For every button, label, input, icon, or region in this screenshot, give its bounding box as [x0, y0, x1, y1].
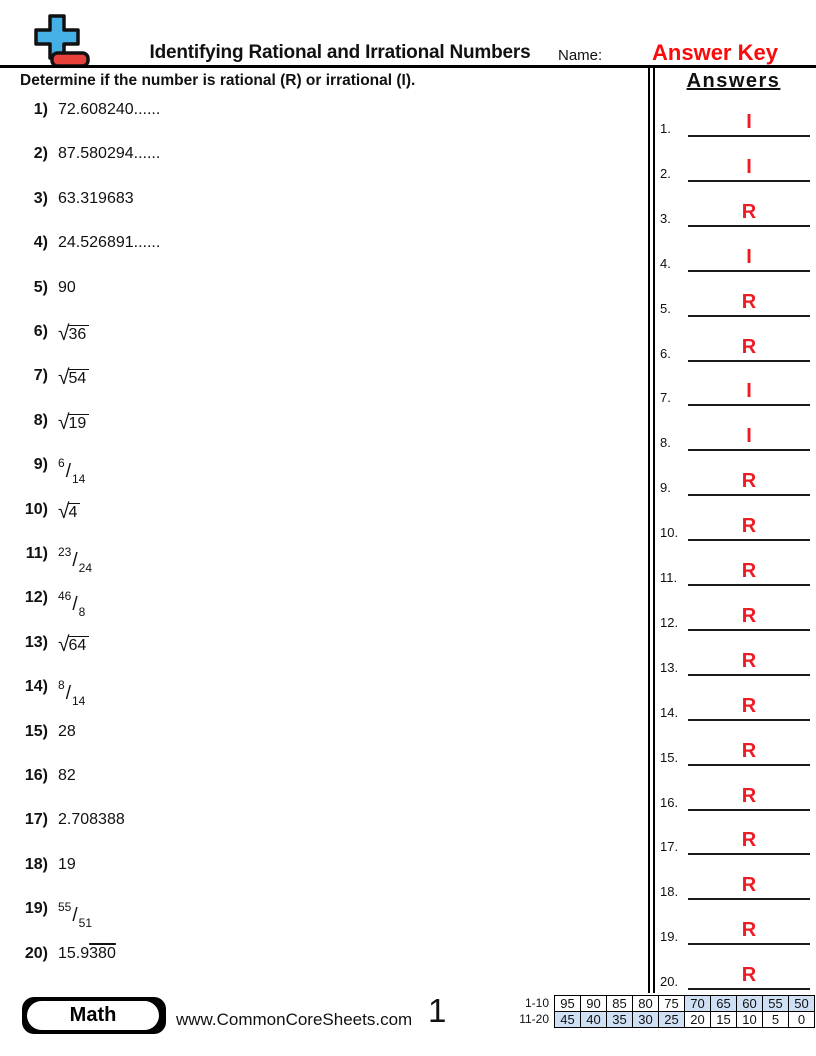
grading-cell: 35 [607, 1012, 633, 1028]
grading-cell: 20 [685, 1012, 711, 1028]
answer-row-4 [656, 244, 816, 272]
answer-row-7 [656, 378, 816, 406]
question-row-7 [0, 367, 89, 389]
radicand: 64 [68, 636, 90, 654]
question-number: 7) [33, 367, 48, 385]
fraction-slash: / [72, 550, 78, 571]
answer-value: R [741, 874, 757, 897]
answer-number: 3. [660, 210, 671, 226]
fraction-numerator: 55 [58, 900, 72, 915]
fraction-numerator: 8 [58, 678, 65, 693]
question-number: 2) [33, 145, 48, 163]
grading-row-label: 11-20 [519, 1012, 549, 1026]
question-value [58, 945, 116, 963]
answer-number: 14. [660, 704, 679, 720]
answer-number: 11. [660, 570, 678, 585]
answer-row-3 [656, 199, 816, 227]
answer-blank-line [688, 109, 810, 137]
answer-value: I [746, 111, 752, 133]
answer-value: R [741, 964, 757, 987]
grading-cell: 55 [763, 996, 789, 1012]
grading-cell: 10 [737, 1012, 763, 1028]
question-row-18 [0, 856, 76, 874]
answer-blank-line [688, 872, 810, 900]
grading-cell: 45 [555, 1012, 581, 1028]
question-number: 15) [24, 722, 48, 740]
answers-panel [656, 0, 816, 1000]
subject-label: Math [69, 1004, 117, 1026]
fraction-numerator: 46 [58, 589, 72, 604]
radical-icon: √ [58, 632, 70, 656]
subject-badge [22, 997, 166, 1034]
answer-value: I [746, 245, 752, 268]
question-value [58, 545, 92, 575]
answer-row-11 [656, 558, 816, 586]
answer-number: 13. [660, 659, 679, 675]
question-row-16 [0, 767, 76, 785]
radicand: 19 [68, 414, 90, 432]
answer-blank-line [688, 962, 810, 990]
question-number: 1) [33, 101, 48, 118]
grading-cell: 30 [633, 1012, 659, 1028]
grading-cell: 0 [789, 1012, 815, 1028]
page-title: Identifying Rational and Irrational Numbers [149, 42, 531, 63]
answer-number: 7. [660, 390, 671, 406]
instruction-text: Determine if the number is rational (R) or irrational (I). [20, 72, 416, 89]
answer-number: 10. [660, 525, 679, 541]
grading-cell: 90 [581, 996, 607, 1012]
grading-row-2 [518, 1012, 814, 1028]
question-value [58, 412, 89, 434]
question-row-5 [0, 279, 76, 297]
answer-blank-line [688, 334, 810, 362]
question-row-1 [0, 101, 160, 119]
radical-icon: √ [58, 366, 70, 390]
answer-number: 20. [660, 974, 679, 990]
answer-blank-line [688, 244, 810, 272]
question-row-17 [0, 811, 125, 829]
radicand: 36 [68, 325, 90, 343]
question-row-9 [0, 456, 85, 486]
question-number: 8) [33, 411, 48, 429]
answer-value: R [741, 515, 757, 538]
question-row-3 [0, 190, 134, 208]
subject-badge-pill [27, 1001, 159, 1030]
fraction-slash: / [72, 905, 78, 927]
question-row-20 [0, 945, 116, 963]
question-value: 72.608240...... [58, 101, 161, 118]
answer-row-2 [656, 154, 816, 182]
question-number: 20) [24, 944, 48, 962]
answer-number: 17. [660, 839, 679, 855]
answer-row-1 [656, 109, 816, 137]
fraction-numerator: 6 [58, 456, 65, 471]
website-text: www.CommonCoreSheets.com [176, 1010, 413, 1029]
answer-number: 19. [660, 929, 679, 945]
answer-value: R [741, 649, 757, 672]
radical-icon: √ [58, 499, 70, 523]
answer-row-8 [656, 423, 816, 451]
fraction-denominator: 24 [78, 561, 92, 575]
grading-cell: 95 [555, 996, 581, 1012]
fraction-slash: / [65, 461, 71, 483]
answer-value: R [741, 829, 757, 852]
question-row-15 [0, 723, 76, 741]
answer-key-text: Answer Key [652, 40, 778, 65]
answer-value: R [741, 604, 757, 627]
answer-value: R [741, 739, 757, 762]
radical-icon: √ [58, 322, 70, 345]
question-value: 63.319683 [58, 189, 134, 207]
answer-value: R [741, 200, 757, 223]
question-value: 19 [58, 855, 76, 873]
answer-blank-line [688, 289, 810, 317]
grading-cell: 5 [763, 1012, 789, 1028]
question-number: 11) [25, 545, 48, 562]
question-value [58, 323, 89, 345]
fraction-denominator: 8 [78, 605, 86, 620]
answer-row-14 [656, 693, 816, 721]
answer-number: 18. [660, 884, 679, 900]
fraction-slash: / [72, 594, 78, 616]
question-value [58, 634, 89, 656]
answer-value: R [741, 290, 757, 313]
answer-number: 15. [660, 749, 679, 765]
answers-heading: Answers [686, 70, 781, 92]
answer-row-10 [656, 513, 816, 541]
decimal-prefix: 15.9 [58, 944, 90, 962]
answer-number: 5. [660, 300, 671, 316]
grading-cell: 65 [711, 996, 737, 1012]
answer-blank-line [688, 603, 810, 631]
question-value [58, 900, 92, 930]
answer-value: R [741, 335, 757, 358]
answer-row-20 [656, 962, 816, 990]
question-number: 9) [33, 456, 48, 474]
question-value: 82 [58, 767, 76, 784]
question-number: 17) [24, 811, 48, 829]
question-number: 16) [24, 767, 48, 784]
radical-icon: √ [58, 410, 70, 434]
grading-cell: 25 [659, 1012, 685, 1028]
grading-cell: 40 [581, 1012, 607, 1028]
fraction-denominator: 14 [71, 472, 86, 487]
answer-blank-line [688, 827, 810, 855]
answer-row-16 [656, 783, 816, 811]
radicand: 4 [68, 503, 81, 521]
question-row-2 [0, 145, 160, 163]
question-number: 5) [33, 278, 48, 296]
grading-cell: 15 [711, 1012, 737, 1028]
answer-number: 16. [660, 794, 679, 810]
fraction-denominator: 14 [71, 694, 86, 709]
question-number: 10) [24, 500, 48, 518]
question-value: 28 [58, 722, 76, 740]
grading-cell: 50 [789, 996, 815, 1012]
question-number: 13) [24, 633, 48, 651]
answer-blank-line [688, 378, 810, 406]
grading-row-1 [518, 996, 814, 1012]
answer-value: R [741, 919, 757, 942]
question-row-4 [0, 234, 160, 252]
answer-blank-line [688, 648, 810, 676]
question-value [58, 501, 80, 523]
question-value: 90 [58, 278, 76, 296]
question-number: 3) [33, 189, 48, 207]
answer-value: I [746, 425, 752, 448]
answer-row-15 [656, 738, 816, 766]
answer-row-17 [656, 827, 816, 855]
answer-row-12 [656, 603, 816, 631]
answer-number: 2. [660, 165, 671, 181]
question-value: 24.526891...... [58, 234, 161, 252]
answer-row-5 [656, 289, 816, 317]
answer-value: R [741, 470, 757, 493]
answer-number: 12. [660, 614, 679, 630]
question-number: 6) [33, 323, 48, 340]
question-value [58, 367, 89, 389]
answer-number: 4. [660, 255, 671, 271]
answer-row-6 [656, 334, 816, 362]
repeating-digits: 380 [89, 944, 116, 962]
answer-blank-line [688, 783, 810, 811]
question-number: 12) [24, 589, 48, 607]
question-row-12 [0, 589, 85, 619]
answer-value: R [741, 560, 757, 582]
grading-row-label: 1-10 [524, 996, 549, 1010]
answer-number: 8. [660, 435, 671, 451]
page-number: 1 [428, 992, 447, 1029]
answer-blank-line [688, 558, 810, 586]
question-row-11 [0, 545, 92, 575]
answer-value: R [741, 694, 757, 717]
question-row-13 [0, 634, 89, 656]
answer-blank-line [688, 423, 810, 451]
answer-row-18 [656, 872, 816, 900]
question-value [58, 678, 85, 708]
answer-value: R [741, 784, 757, 807]
question-value: 2.708388 [58, 811, 125, 829]
answer-number: 1. [660, 121, 671, 136]
fraction-numerator: 23 [58, 545, 72, 559]
question-number: 19) [24, 900, 48, 918]
answer-number: 6. [660, 345, 671, 361]
answer-row-13 [656, 648, 816, 676]
question-number: 14) [24, 678, 48, 696]
radicand: 54 [68, 369, 90, 387]
answer-row-19 [656, 917, 816, 945]
question-row-10 [0, 501, 80, 523]
question-row-8 [0, 412, 89, 434]
grading-cell: 85 [607, 996, 633, 1012]
question-row-14 [0, 678, 85, 708]
grading-cell: 60 [737, 996, 763, 1012]
question-row-19 [0, 900, 92, 930]
grading-cell: 80 [633, 996, 659, 1012]
name-label: Name: [558, 47, 603, 64]
answer-blank-line [688, 917, 810, 945]
fraction-denominator: 51 [78, 916, 92, 931]
answer-row-9 [656, 468, 816, 496]
fraction-slash: / [65, 683, 71, 705]
question-number: 4) [33, 234, 48, 252]
answer-blank-line [688, 513, 810, 541]
question-number: 18) [24, 855, 48, 873]
answer-blank-line [688, 154, 810, 182]
answers-divider [648, 68, 655, 993]
answer-blank-line [688, 693, 810, 721]
answer-value: I [746, 155, 752, 178]
grading-table [518, 995, 815, 1028]
answer-number: 9. [660, 480, 671, 496]
question-value: 87.580294...... [58, 145, 161, 163]
question-value [58, 456, 85, 486]
question-value [58, 589, 85, 619]
answer-blank-line [688, 199, 810, 227]
question-row-6 [0, 323, 89, 345]
answer-blank-line [688, 738, 810, 766]
answer-blank-line [688, 468, 810, 496]
grading-cell: 70 [685, 996, 711, 1012]
grading-cell: 75 [659, 996, 685, 1012]
answer-value: I [746, 380, 752, 403]
